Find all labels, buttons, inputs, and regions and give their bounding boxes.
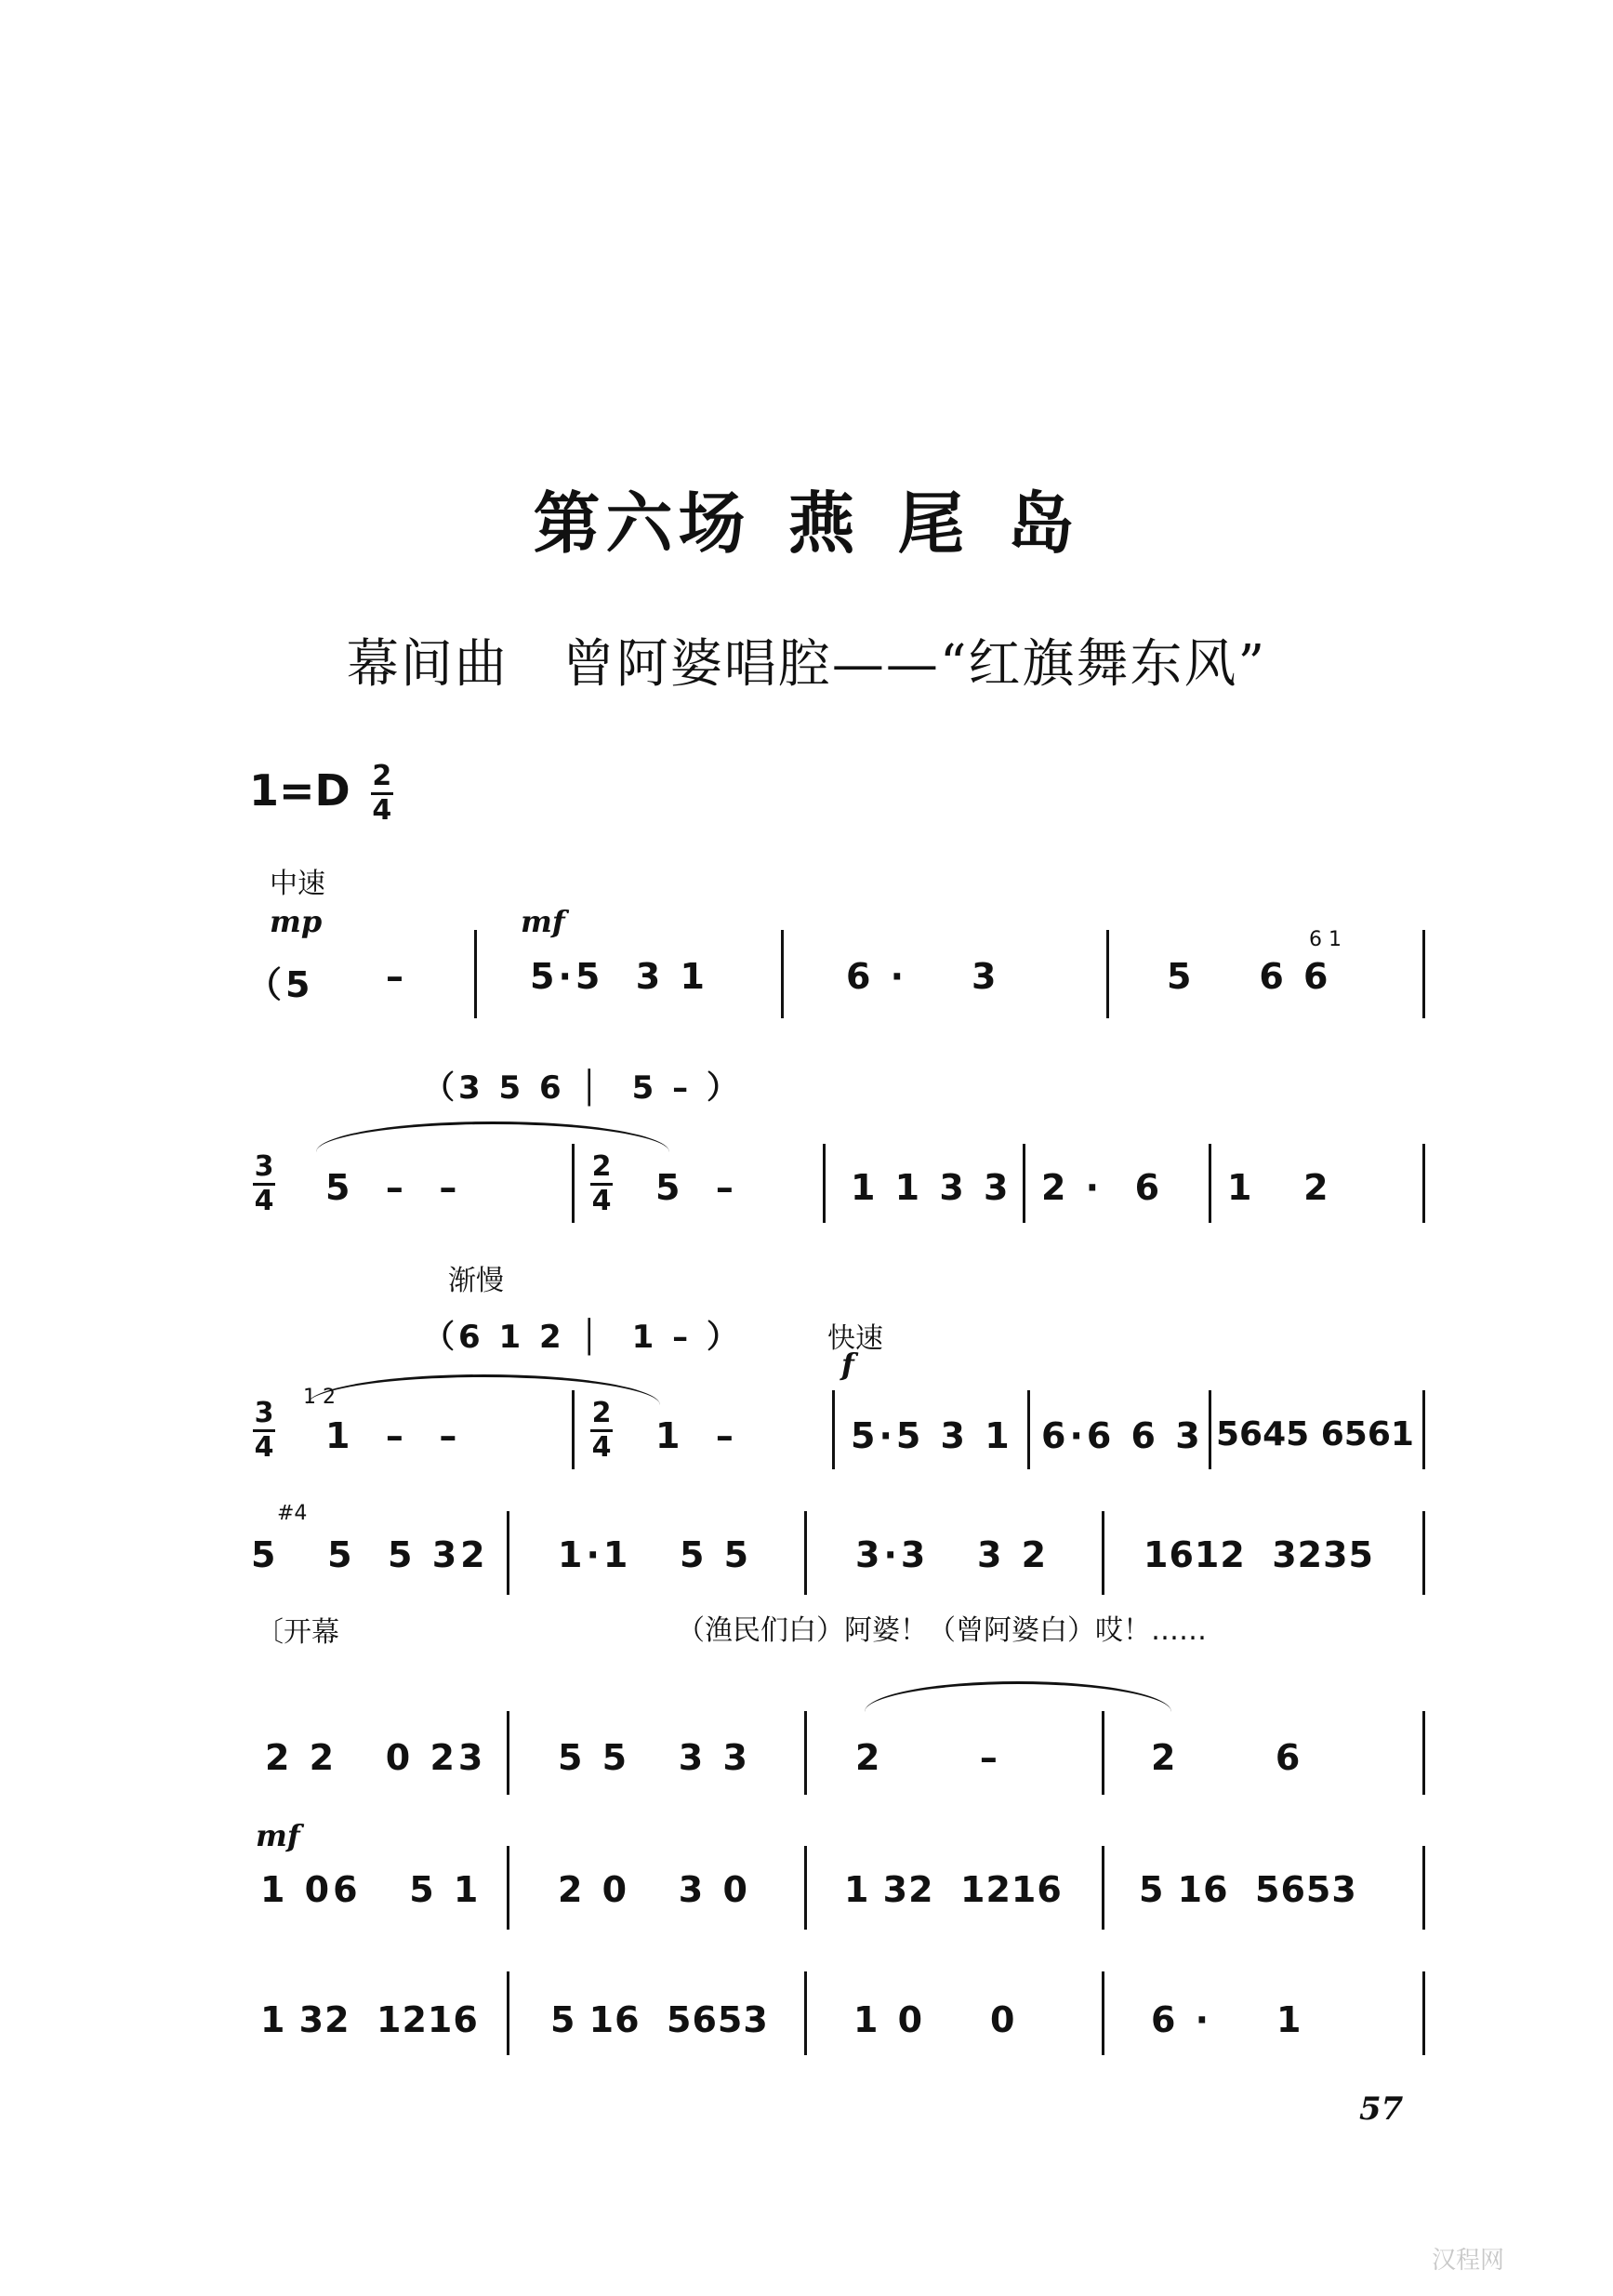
barline	[804, 1511, 807, 1595]
title-word-3: 岛	[1007, 484, 1080, 563]
dynamic-f: f	[841, 1347, 854, 1382]
barline	[1023, 1144, 1025, 1223]
barline	[507, 1511, 509, 1595]
dynamic-mf-1: mf	[521, 904, 565, 939]
row5-measure-2: 5 5 3 3	[558, 1737, 751, 1778]
title-word-1: 燕	[787, 484, 861, 563]
barline	[1102, 1971, 1104, 2055]
page-number: 57	[1359, 2090, 1404, 2128]
title-word-2: 尾	[897, 484, 971, 563]
row5-measure-4: 2 6	[1151, 1737, 1304, 1778]
watermark-logo: 汉程网	[1432, 2247, 1505, 2275]
barline	[804, 1846, 807, 1930]
row3-measure-3: 5·5 3 1	[851, 1415, 1013, 1456]
time-sig-den: 4	[591, 1431, 612, 1464]
row3-measure-2: 1 –	[655, 1415, 737, 1456]
time-denominator: 4	[372, 794, 392, 827]
row6-measure-3: 1 32 1216	[844, 1869, 1063, 1910]
barline	[507, 1971, 509, 2055]
tempo-marking-fast: 快速	[827, 1322, 883, 1355]
row5-measure-3: 2 –	[855, 1737, 1001, 1778]
row2-measure-3: 1 1 3 3	[851, 1167, 1012, 1208]
barline	[1209, 1144, 1211, 1223]
barline	[832, 1390, 835, 1469]
time-signature	[253, 1397, 275, 1464]
time-sig-num: 3	[254, 1397, 274, 1429]
barline	[1422, 1144, 1425, 1223]
barline	[1422, 1971, 1425, 2055]
row3-measure-5: 5645 6561	[1216, 1415, 1414, 1453]
row1-open: （5	[246, 964, 314, 1005]
time-sig-num: 2	[591, 1150, 612, 1183]
row2-measure-5: 1 2	[1227, 1167, 1332, 1208]
row4-measure-3: 3·3 3 2	[855, 1534, 1051, 1575]
row4-grace-notes: #4	[277, 1502, 308, 1525]
time-signature	[253, 1150, 275, 1217]
row5-measure-1: 2 2 0 23	[265, 1737, 487, 1778]
row7-measure-4: 6 · 1	[1151, 1999, 1305, 2040]
time-signature	[590, 1150, 613, 1217]
barline	[823, 1144, 826, 1223]
time-signature	[590, 1397, 613, 1464]
barline	[572, 1144, 575, 1223]
row4-measure-1: 5 5 5 32	[251, 1534, 489, 1575]
row2-measure-4: 2 · 6	[1041, 1167, 1164, 1208]
row1-measure-1: –	[386, 956, 407, 997]
barline	[1027, 1390, 1030, 1469]
dynamic-mp: mp	[270, 904, 323, 939]
page-title	[0, 470, 1613, 566]
time-sig-den: 4	[254, 1185, 274, 1217]
key-signature	[249, 760, 393, 827]
row4-measure-4: 1612 3235	[1144, 1534, 1374, 1575]
time-sig-num: 2	[591, 1397, 612, 1429]
barline	[1102, 1846, 1104, 1930]
row6-measure-2: 2 0 3 0	[558, 1869, 751, 1910]
barline	[1422, 1511, 1425, 1595]
barline	[1422, 1390, 1425, 1469]
barline	[1106, 930, 1109, 1018]
stage-dialogue: （渔民们白）阿婆！（曾阿婆白）哎！……	[677, 1614, 1207, 1647]
row3-measure-4: 6·6 6 3	[1041, 1415, 1204, 1456]
barline	[1102, 1511, 1104, 1595]
barline	[1422, 1711, 1425, 1795]
main-time-signature	[371, 760, 393, 827]
row2-measure-2: 5 –	[655, 1167, 737, 1208]
barline	[804, 1711, 807, 1795]
barline	[507, 1846, 509, 1930]
tempo-marking-rit: 渐慢	[448, 1265, 504, 1297]
row3-measure-1: 1 – –	[325, 1415, 461, 1456]
barline	[1209, 1390, 1211, 1469]
row3-grace-notes: 1 2	[303, 1386, 336, 1409]
time-sig-num: 3	[254, 1150, 274, 1183]
time-sig-den: 4	[254, 1431, 274, 1464]
barline	[1422, 1846, 1425, 1930]
barline	[1422, 930, 1425, 1018]
time-sig-den: 4	[591, 1185, 612, 1217]
row2-alternate-line: （3 5 6 │ 5 – ）	[423, 1069, 742, 1107]
row1-measure-3: 6 · 3	[846, 956, 1000, 997]
row6-measure-1: 1 06 5 1	[260, 1869, 483, 1910]
row6-measure-4: 5 16 5653	[1139, 1869, 1357, 1910]
barline	[804, 1971, 807, 2055]
row2-slur	[316, 1121, 669, 1152]
row7-measure-3: 1 0 0	[853, 1999, 1019, 2040]
row7-measure-1: 1 32 1216	[260, 1999, 479, 2040]
row5-slur	[865, 1681, 1171, 1712]
tempo-marking-moderato: 中速	[270, 868, 325, 900]
row1-measure-2: 5·5 3 1	[530, 956, 708, 997]
barline	[572, 1390, 575, 1469]
time-numerator: 2	[372, 760, 392, 792]
row2-measure-1: 5 – –	[325, 1167, 461, 1208]
barline	[1102, 1711, 1104, 1795]
key-text: 1=D	[249, 765, 350, 816]
dynamic-mf-2: mf	[256, 1818, 300, 1853]
barline	[781, 930, 784, 1018]
row3-alternate-line: （6 1 2 │ 1 – ）	[423, 1319, 742, 1356]
page-subtitle: 幕间曲 曾阿婆唱腔——“红旗舞东风”	[346, 634, 1267, 695]
barline	[507, 1711, 509, 1795]
title-scene: 第六场	[533, 484, 751, 563]
row4-measure-2: 1·1 5 5	[558, 1534, 753, 1575]
row1-grace-notes: 6 1	[1309, 928, 1342, 951]
barline	[474, 930, 477, 1018]
row1-measure-4: 5 6 6	[1167, 956, 1332, 997]
stage-direction-curtain: 〔开幕	[256, 1616, 339, 1649]
row7-measure-2: 5 16 5653	[550, 1999, 769, 2040]
